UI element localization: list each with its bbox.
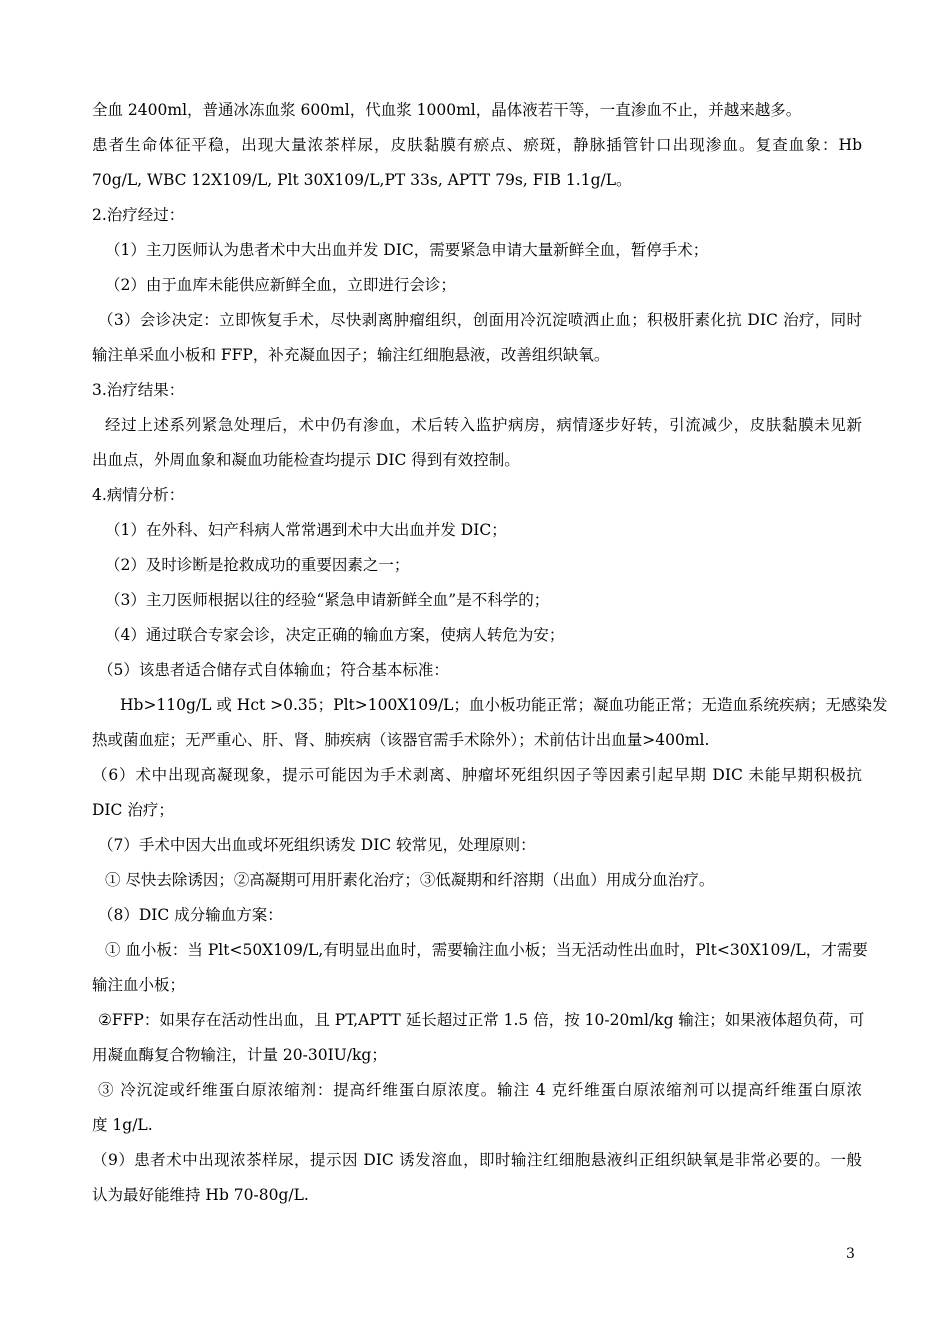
- list-item: （2）由于血库未能供应新鲜全血，立即进行会诊；: [105, 276, 456, 294]
- text-line: ②FFP：如果存在活动性出血，且 PT,APTT 延长超过正常 1.5 倍，按 10-20ml/kg 输注；如果液体超负荷，可: [98, 1011, 865, 1029]
- text-line: 输注血小板；: [92, 976, 186, 994]
- text-line: ① 尽快去除诱因；②高凝期可用肝素化治疗；③低凝期和纤溶期（出血）用成分血治疗。: [105, 871, 715, 889]
- list-item: （7）手术中因大出血或坏死组织诱发 DIC 较常见，处理原则：: [98, 836, 536, 854]
- list-item: （8）DIC 成分输血方案：: [98, 906, 283, 924]
- list-item: （1）主刀医师认为患者术中大出血并发 DIC，需要紧急申请大量新鲜全血，暂停手术；: [105, 241, 709, 259]
- text-line: 认为最好能维持 Hb 70-80g/L.: [92, 1186, 309, 1204]
- text-line: 输注单采血小板和 FFP，补充凝血因子；输注红细胞悬液，改善组织缺氧。: [92, 346, 610, 364]
- text-line: 经过上述系列紧急处理后，术中仍有渗血，术后转入监护病房，病情逐步好转，引流减少，皮肤黏膜未见新: [105, 416, 862, 434]
- section-heading: 2.治疗经过：: [92, 206, 185, 224]
- text-line: 70g/L, WBC 12X109/L, Plt 30X109/L,PT 33s, APTT 79s, FIB 1.1g/L。: [92, 171, 632, 189]
- list-item: （4）通过联合专家会诊，决定正确的输血方案，使病人转危为安；: [105, 626, 565, 644]
- text-line: DIC 治疗；: [92, 801, 174, 819]
- list-item: （5）该患者适合储存式自体输血；符合基本标准：: [98, 661, 449, 679]
- text-line: Hb>110g/L 或 Hct >0.35；Plt>100X109/L；血小板功能正常；凝血功能正常；无造血系统疾病；无感染发: [120, 696, 888, 714]
- text-line: ③ 冷沉淀或纤维蛋白原浓缩剂：提高纤维蛋白原浓度。输注 4 克纤维蛋白原浓缩剂可以提高纤维蛋白原浓: [98, 1081, 862, 1099]
- page-number: 3: [846, 1246, 855, 1262]
- text-line: 用凝血酶复合物输注，计量 20-30IU/kg；: [92, 1046, 387, 1064]
- section-heading: 3.治疗结果：: [92, 381, 185, 399]
- text-line: 患者生命体征平稳，出现大量浓茶样尿，皮肤黏膜有瘀点、瘀斑，静脉插管针口出现渗血。复查血象：Hb: [92, 136, 862, 154]
- text-line: ① 血小板：当 Plt<50X109/L,有明显出血时，需要输注血小板；当无活动性出血时，Plt<30X109/L，才需要: [105, 941, 868, 959]
- text-line: 全血 2400ml，普通冰冻血浆 600ml，代血浆 1000ml，晶体液若干等，一直渗血不止，并越来越多。: [92, 101, 802, 119]
- text-line: 度 1g/L.: [92, 1116, 153, 1134]
- section-heading: 4.病情分析：: [92, 486, 185, 504]
- list-item: （1）在外科、妇产科病人常常遇到术中大出血并发 DIC；: [105, 521, 507, 539]
- list-item: （3）主刀医师根据以往的经验“紧急申请新鲜全血”是不科学的；: [105, 591, 550, 609]
- list-item: （9）患者术中出现浓茶样尿，提示因 DIC 诱发溶血，即时输注红细胞悬液纠正组织缺氧是非常必要的。一般: [92, 1151, 862, 1169]
- text-line: 出血点，外周血象和凝血功能检查均提示 DIC 得到有效控制。: [92, 451, 520, 469]
- list-item: （3）会诊决定：立即恢复手术，尽快剥离肿瘤组织，创面用冷沉淀喷洒止血；积极肝素化抗 DIC 治疗，同时: [98, 311, 862, 329]
- list-item: （2）及时诊断是抢救成功的重要因素之一；: [105, 556, 410, 574]
- text-line: 热或菌血症；无严重心、肝、肾、肺疾病（该器官需手术除外）；术前估计出血量>400ml.: [92, 731, 710, 749]
- document-body: [92, 93, 888, 1213]
- list-item: （6）术中出现高凝现象，提示可能因为手术剥离、肿瘤坏死组织因子等因素引起早期 DIC 未能早期积极抗: [92, 766, 862, 784]
